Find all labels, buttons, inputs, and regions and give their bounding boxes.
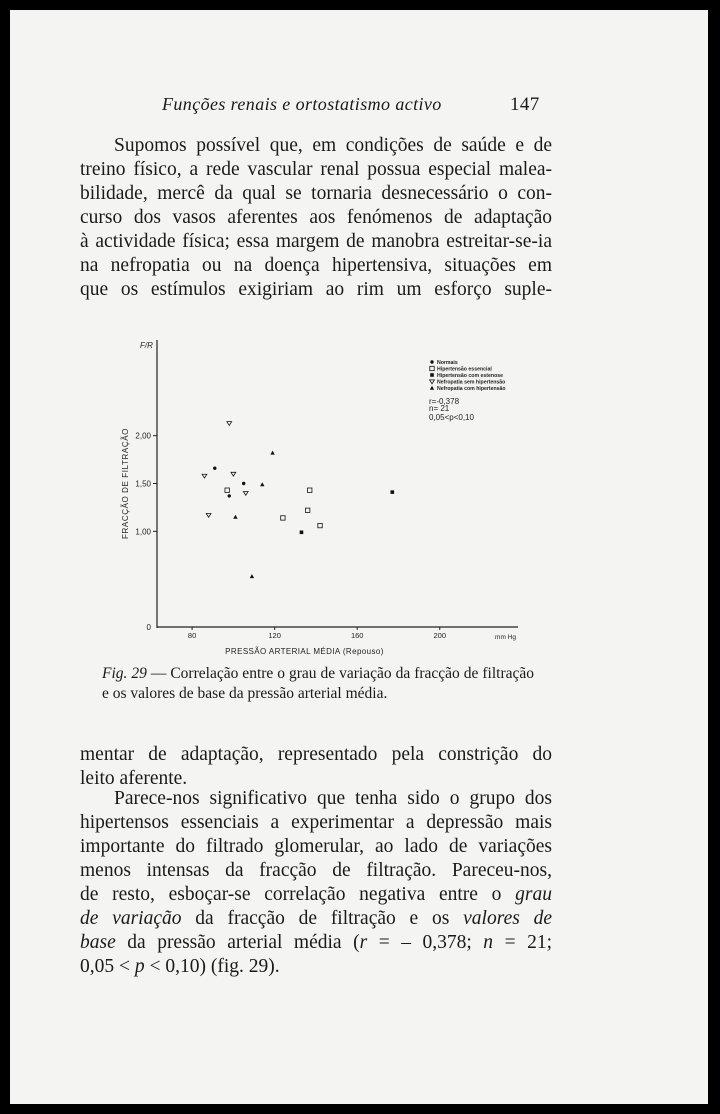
italic-run: grau [515,884,552,905]
scatter-plot-svg [110,330,530,660]
paragraph-2-line: mentar de adaptação, representado pela constrição do [80,744,552,765]
data-point [281,516,285,520]
data-point [300,530,304,534]
data-point [225,488,229,492]
legend-entry-label: Hipertensão com estenose [437,373,504,379]
stat-r: r=-0,378 [429,397,460,406]
paragraph-3-line: Parece-nos significativo que tenha sido o grupo dos [114,788,552,809]
y-tick-label: 1,50 [135,479,151,489]
paragraph-2-line: leito aferente. [80,768,188,789]
paragraph-3-line: importante do filtrado glomerular, ao lado de variações [80,836,552,857]
data-point [231,472,236,476]
text-run: < 0,10) (fig. 29). [144,956,280,977]
data-point [270,451,274,455]
paragraph-3-line: menos intensas da fracção de filtração. Pareceu-nos, [80,860,552,881]
legend-symbol [430,360,433,363]
data-point [308,488,312,492]
stat-n: n= 21 [429,404,450,413]
x-unit-label: mm Hg [495,634,516,641]
italic-run: valores de [463,908,552,929]
paragraph-1-line: à actividade física; essa margem de manobra estreitar-se-ia [80,231,552,252]
y-tick-label: 1,00 [135,527,151,537]
data-point [233,515,237,519]
legend-symbol [430,366,434,370]
figure-caption-text: — Correlação entre o grau de variação da fracção de filtração e os valores de base da pressão arterial média. [102,665,535,702]
legend-symbol [430,380,435,384]
paragraph-3-line [80,931,552,955]
data-point [318,523,322,527]
text-run: da pressão arterial média ( [115,932,360,953]
scatter-chart [110,330,530,660]
paragraph-1-line: curso dos vasos aferentes aos fenómenos de adaptação [80,207,552,228]
x-tick-label: 80 [187,631,197,640]
legend-symbol [430,373,434,377]
data-point [305,508,309,512]
data-point [213,466,216,469]
italic-run: p [134,956,145,977]
paragraph-1-line: Supomos possível que, em condições de saúde e de [114,135,552,156]
text-run: de resto, esboçar-se correlação negativa entre o [80,884,516,905]
x-axis-title: PRESSÃO ARTERIAL MÉDIA (Repouso) [225,647,384,656]
paragraph-1-line: na nefropatia ou na doença hipertensiva, situações em [80,255,552,276]
data-point [243,491,248,495]
legend-entry-label: Normais [437,360,458,366]
data-point [206,513,211,517]
paragraph-2 [80,743,552,791]
data-point [228,494,231,497]
x-tick-label: 120 [268,631,281,640]
italic-run: de variação [80,908,182,929]
data-point [227,422,232,426]
text-run: = – 0,378; [367,932,484,953]
legend-entry-label: Nefropatia com hipertensão [437,386,506,392]
data-point [202,474,207,478]
stat-p: 0,05<p<0,10 [429,413,474,422]
paragraph-3-line [80,955,552,979]
paragraph-3-line [80,907,552,931]
italic-run: r [359,932,368,953]
data-point [250,574,254,578]
text-run: 0,05 < [80,956,135,977]
x-tick-label: 200 [433,631,447,640]
book-page [10,10,708,1104]
y-tick-label: 2,00 [135,431,151,441]
text-run: = 21; [493,932,552,953]
legend-entry-label: Hipertensão essencial [437,366,492,373]
paragraph-1-line: que os estímulos exigiriam ao rim um esforço suple- [80,279,552,300]
legend-symbol [430,386,434,390]
data-point [260,482,264,486]
y-tick-label: 0 [146,623,151,632]
paragraph-3-line: hipertensos essenciais a experimentar a depressão mais [80,812,552,833]
text-run: da fracção de filtração e os [181,908,464,929]
italic-run: base [80,932,116,953]
x-tick-label: 160 [350,631,364,640]
page-number: 147 [510,94,540,115]
paragraph-3 [80,787,552,979]
running-title: Funções renais e ortostatismo activo [162,94,442,114]
data-point [390,490,394,494]
paragraph-1-line: treino físico, a rede vascular renal possua especial malea- [80,159,552,180]
paragraph-3-line [80,883,552,907]
figure-label: Fig. 29 [102,665,147,682]
data-point [242,482,245,485]
y-axis-title: FRACÇÃO DE FILTRAÇÃO [121,428,130,539]
italic-run: n [483,932,494,953]
legend-entry-label: Nefropatia sem hipertensão [437,379,506,386]
paragraph-1 [80,134,552,302]
y-unit-label: F/R [140,341,153,350]
page-number-wrap [510,94,570,116]
figure-caption [102,664,534,704]
paragraph-1-line: bilidade, mercê da qual se tornaria desnecessário o con- [80,183,552,204]
